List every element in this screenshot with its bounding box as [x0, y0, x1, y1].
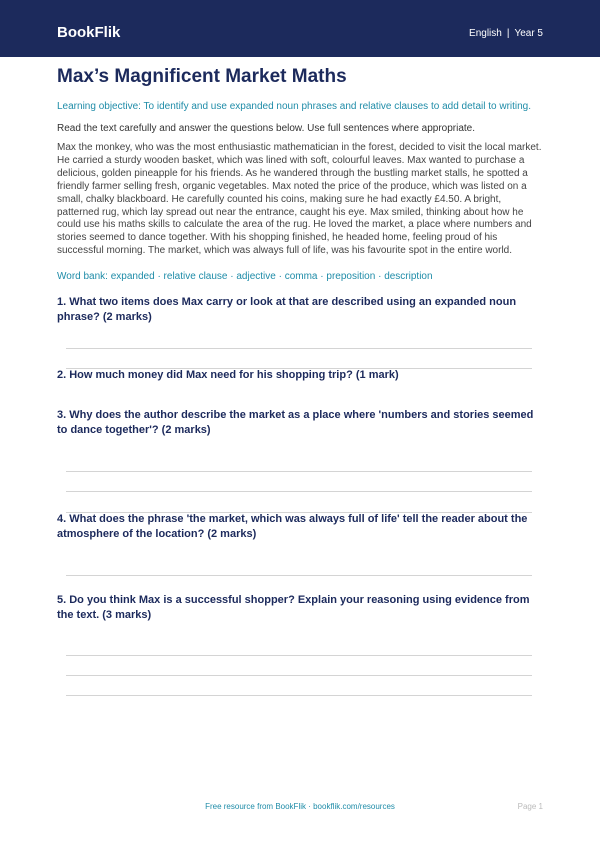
answer-line[interactable]	[66, 675, 532, 676]
subject-year-label	[469, 28, 543, 39]
question-list	[57, 295, 543, 696]
footer-resource-link[interactable]: Free resource from BookFlik · bookflik.com/resources	[205, 802, 395, 811]
question-2: 2. How much money did Max need for his shopping trip? (1 mark)	[57, 369, 399, 382]
question-4: 4. What does the phrase 'the market, which was always full of life' tell the reader about the atmosphere of the location? (2 marks)	[57, 513, 528, 541]
learning-objective: Learning objective: To identify and use expanded noun phrases and relative clauses to add detail to writing.	[57, 101, 532, 112]
site-header	[0, 0, 600, 57]
brand-logo[interactable]: BookFlik	[57, 24, 121, 41]
question-1: 1. What two items does Max carry or look at that are described using an expanded noun phrase? (2 marks)	[57, 296, 517, 324]
answer-line[interactable]	[66, 471, 532, 472]
answer-line[interactable]	[66, 655, 532, 656]
question-5: 5. Do you think Max is a successful shopper? Explain your reasoning using evidence from the text. (3 marks)	[57, 594, 530, 622]
instructions: Read the text carefully and answer the questions below. Use full sentences where appropriate.	[57, 123, 476, 134]
subject-separator: |	[506, 28, 510, 39]
year-label: Year 5	[514, 28, 543, 39]
subject-label: English	[469, 28, 502, 39]
page-number: Page 1	[517, 802, 543, 811]
answer-lines-3	[66, 471, 532, 513]
answer-lines-5	[66, 655, 532, 696]
answer-line[interactable]	[66, 491, 532, 492]
question-3: 3. Why does the author describe the market as a place where 'numbers and stories seemed to dance together'? (2 marks)	[57, 409, 534, 437]
answer-line[interactable]	[66, 575, 532, 576]
reading-passage: Max the monkey, who was the most enthusiastic mathematician in the forest, decided to visit the local market. He carried a sturdy wooden basket, which was lined with soft, colourful leaves. Max wanted to purchase a delicious, golden pineapple for his friends. As he wandered through the bustling market stalls, he spotted a friendly farmer selling fresh, organic vegetables. Max noted the price of the produce, which was listed on a small, chalky blackboard. He carefully counted his coins, making sure he had exactly £4.50. A bright, patterned rug, which lay spread out near the entrance, caught his eye. Max smiled, thinking about how he could use his maths skills to calculate the area of the rug. He loved the market, a place where numbers and stories seemed to dance together. With his shopping finished, he headed home, feeling proud of his successful morning. The market, which was always full of life, was his favourite spot in the entire world.	[57, 142, 542, 257]
answer-lines-4	[66, 575, 532, 576]
answer-lines-1	[66, 348, 532, 369]
worksheet-title: Max’s Magnificent Market Maths	[57, 66, 347, 87]
answer-line[interactable]	[66, 348, 532, 349]
answer-line[interactable]	[66, 695, 532, 696]
word-bank: Word bank: expanded · relative clause · adjective · comma · preposition · description	[57, 271, 433, 283]
worksheet-content	[57, 66, 543, 696]
